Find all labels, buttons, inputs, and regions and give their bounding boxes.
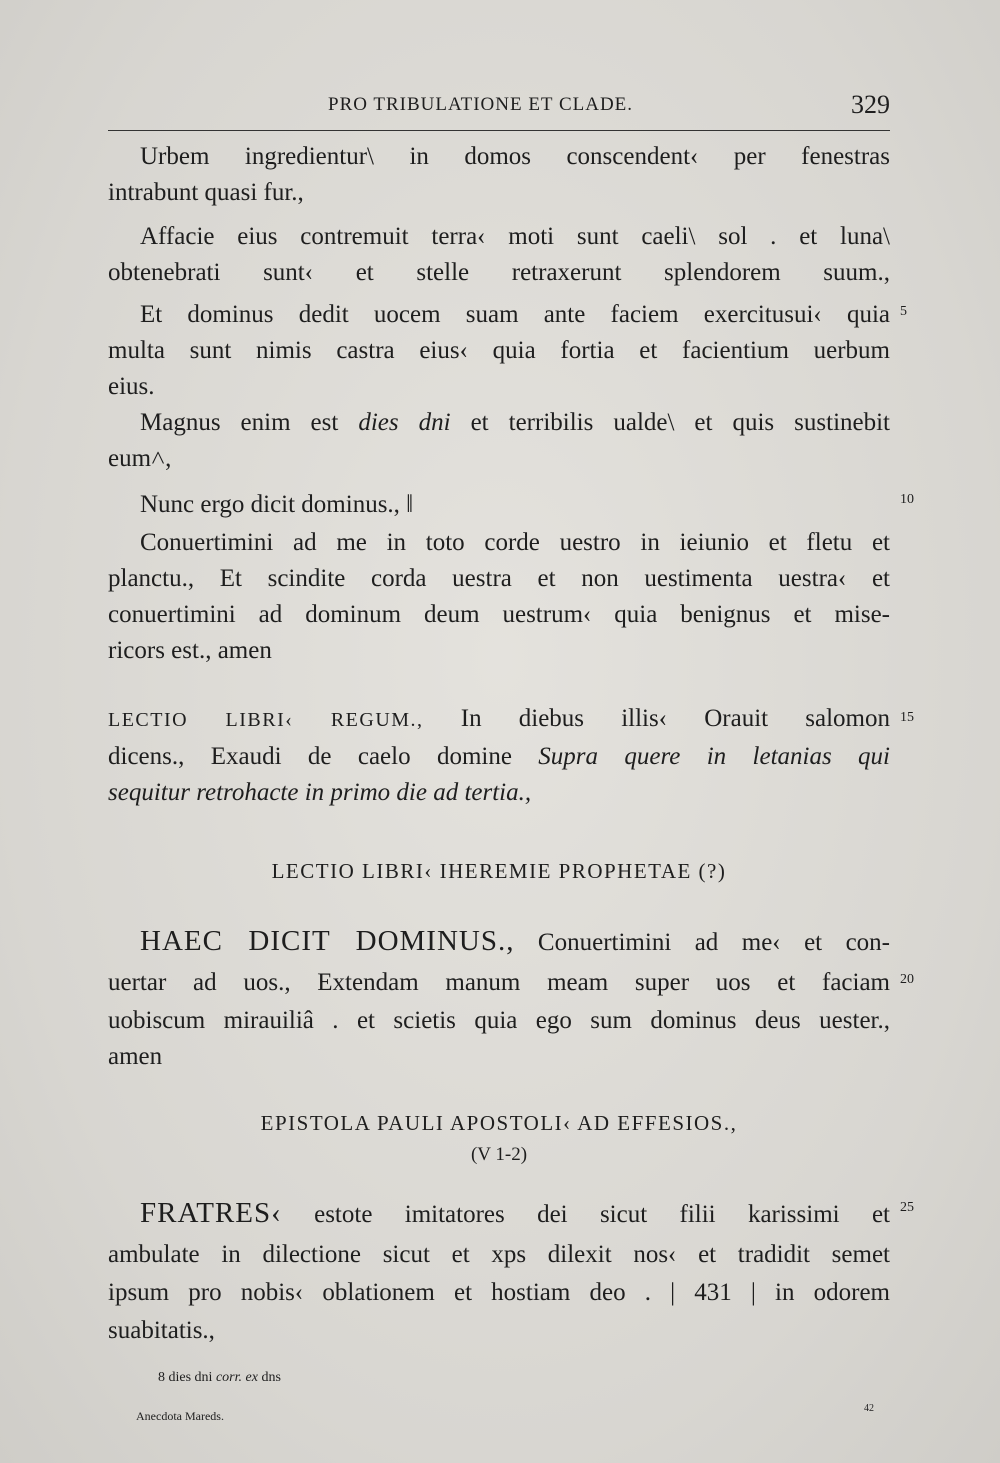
text-line: Et dominus dedit uocem suam ante faciem exercitusui‹ quia [140, 301, 890, 328]
ieremie-opening: HAEC DICIT DOMINUS., [140, 925, 515, 957]
running-head [108, 90, 890, 124]
footnote-italic: corr. ex [215, 1370, 258, 1385]
text-line: multa sunt nimis castra eius‹ quia fortia et facientium uerbum [108, 337, 890, 364]
line-number: 20 [900, 972, 914, 987]
text-line: eum˄, [108, 445, 172, 472]
text-line: ipsum pro nobis‹ oblationem et hostiam deo . | 431 | in odorem [108, 1279, 890, 1306]
lectio-regum-line-1 [108, 702, 890, 736]
running-title: PRO TRIBULATIONE ET CLADE. [328, 94, 634, 115]
rubric-italic: sequitur retrohacte in primo die ad tertia., [108, 779, 532, 806]
text-line: uertar ad uos., Extendam manum meam super uos et faciam [108, 969, 890, 996]
text-line: ambulate in dilectione sicut et xps dilexit nos‹ et tradidit semet [108, 1241, 890, 1268]
epistola-line-1 [108, 1196, 890, 1230]
text-line: Urbem ingredientur\ in domos conscendent‹ per fenestras [140, 143, 890, 170]
page-number: 329 [851, 90, 890, 119]
footnote-text: 8 dies dni [158, 1370, 216, 1385]
text-line: ricors est., amen [108, 637, 272, 664]
heading-ieremie: LECTIO LIBRI‹ IHEREMIE PROPHETAE (?) [271, 859, 727, 883]
text-line: intrabunt quasi fur., [108, 179, 304, 206]
text-line: Conuertimini ad me in toto corde uestro in ieiunio et fletu et [140, 529, 890, 556]
text-line: amen [108, 1043, 163, 1070]
lectio-regum-line-3 [108, 776, 890, 810]
text-line: suabitatis., [108, 1317, 215, 1344]
text-line: planctu., Et scindite corda uestra et non uestimenta uestra‹ et [108, 565, 890, 592]
text-line: conuertimini ad dominum deum uestrum‹ quia benignus et mise- [108, 601, 890, 628]
heading-epistola: EPISTOLA PAULI APOSTOLI‹ AD EFFESIOS., [260, 1111, 738, 1135]
epistola-opening: FRATRES‹ [140, 1197, 282, 1229]
signature-number: 42 [864, 1403, 874, 1414]
line-number: 5 [900, 304, 907, 319]
epistola-reference: (V 1-2) [470, 1144, 528, 1165]
line-number: 10 [900, 492, 914, 507]
text-line: Nunc ergo dicit dominus., ‖ [140, 491, 414, 518]
text-line: obtenebrati sunt‹ et stelle retraxerunt splendorem suum., [108, 259, 890, 286]
text-line: uobiscum mirauiliâ . et scietis quia ego sum dominus deus uester., [108, 1007, 890, 1034]
lectio-regum-line-2 [108, 740, 890, 774]
ieremie-line-1 [108, 924, 890, 958]
lectio-regum-label: LECTIO LIBRI‹ REGUM., [108, 709, 424, 731]
line-number: 25 [900, 1200, 914, 1215]
lectio-regum-text: In diebus illis‹ Orauit salomon [423, 705, 890, 732]
rubric-italic: Supra quere in letanias qui [538, 743, 891, 770]
ieremie-text: Conuertimini ad me‹ et con- [514, 929, 890, 956]
header-rule [108, 130, 890, 131]
text-line: eius. [108, 373, 155, 400]
signature-mark: Anecdota Mareds. [136, 1409, 224, 1423]
footnote-text: dns [257, 1370, 281, 1385]
epistola-text: estote imitatores dei sicut filii karissimi et [281, 1201, 890, 1228]
emphasis-italic: dies dni [358, 409, 451, 436]
footnote [158, 1370, 281, 1386]
text-line: Magnus enim est dies dni et terribilis ualde\ et quis sustinebit [140, 409, 891, 436]
lectio-regum-roman: dicens., Exaudi de caelo domine [108, 743, 539, 770]
text-line: Affacie eius contremuit terra‹ moti sunt caeli\ sol . et luna\ [140, 223, 890, 250]
line-number: 15 [900, 710, 914, 725]
